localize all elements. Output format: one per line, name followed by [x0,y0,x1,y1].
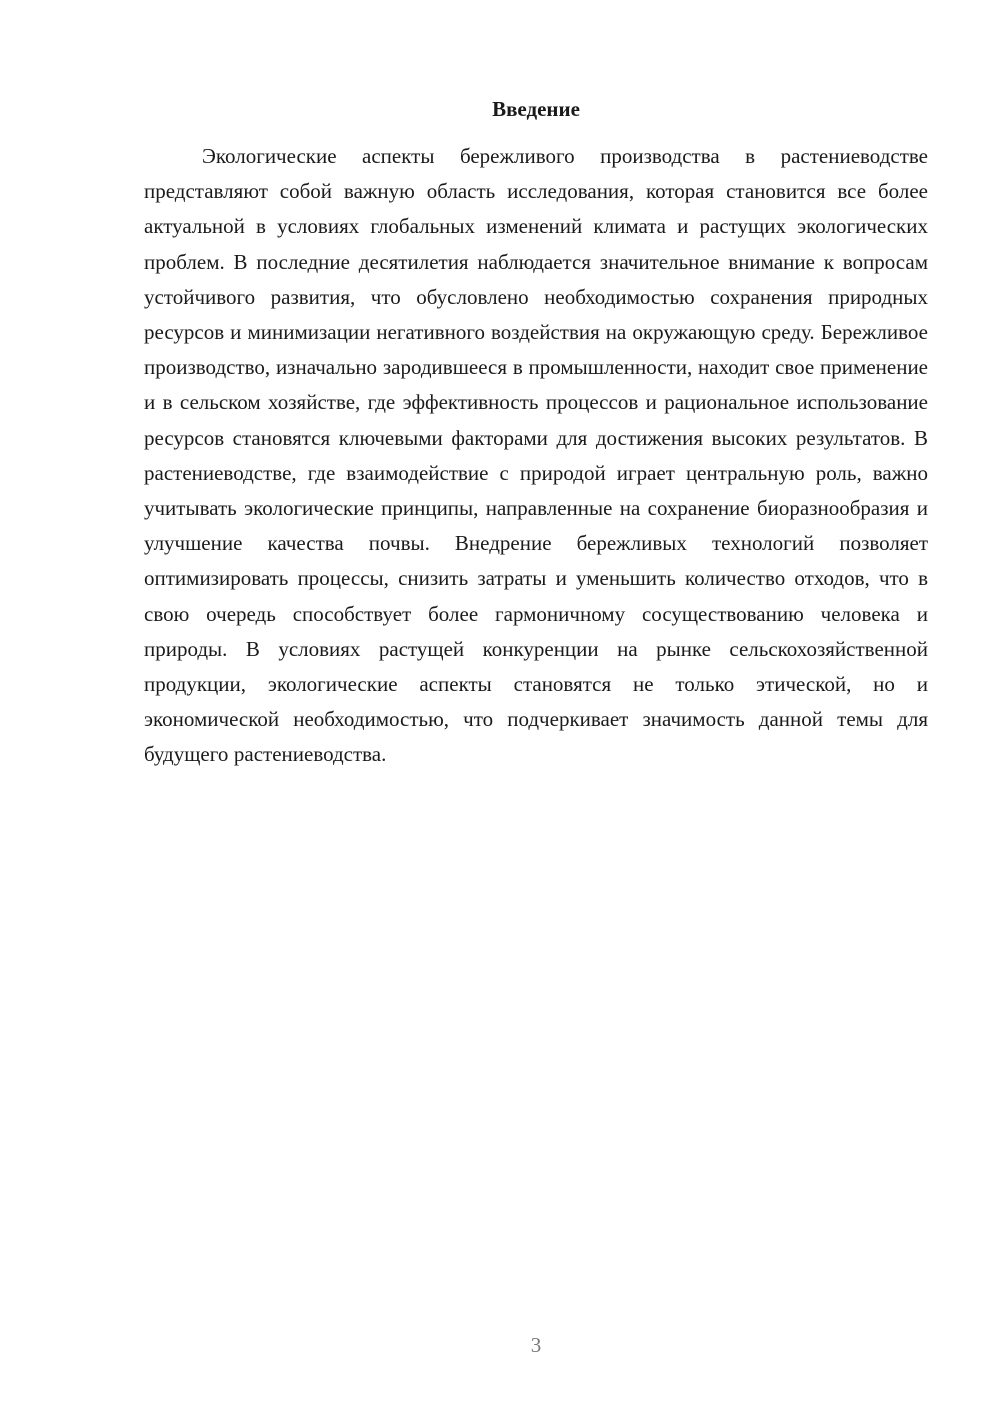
page-content [144,92,928,773]
page-number: 3 [530,1333,542,1357]
body-paragraph: Экологические аспекты бережливого производства в растениеводстве представляют собой важную область исследования, которая становится все более актуальной в условиях глобальных изменений климата и растущих экологических проблем. В последние десятилетия наблюдается значительное внимание к вопросам устойчивого развития, что обусловлено необходимостью сохранения природных ресурсов и минимизации негативного воздействия на окружающую среду. Бережливое производство, изначально зародившееся в промышленности, находит свое применение и в сельском хозяйстве, где эффективность процессов и рациональное использование ресурсов становятся ключевыми факторами для достижения высоких результатов. В растениеводстве, где взаимодействие с природой играет центральную роль, важно учитывать экологические принципы, направленные на сохранение биоразнообразия и улучшение качества почвы. Внедрение бережливых технологий позволяет оптимизировать процессы, снизить затраты и уменьшить количество отходов, что в свою очередь способствует более гармоничному сосуществованию человека и природы. В условиях растущей конкуренции на рынке сельскохозяйственной продукции, экологические аспекты становятся не только этической, но и экономической необходимостью, что подчеркивает значимость данной темы для будущего растениеводства. [144,144,928,767]
section-title: Введение [492,97,580,121]
